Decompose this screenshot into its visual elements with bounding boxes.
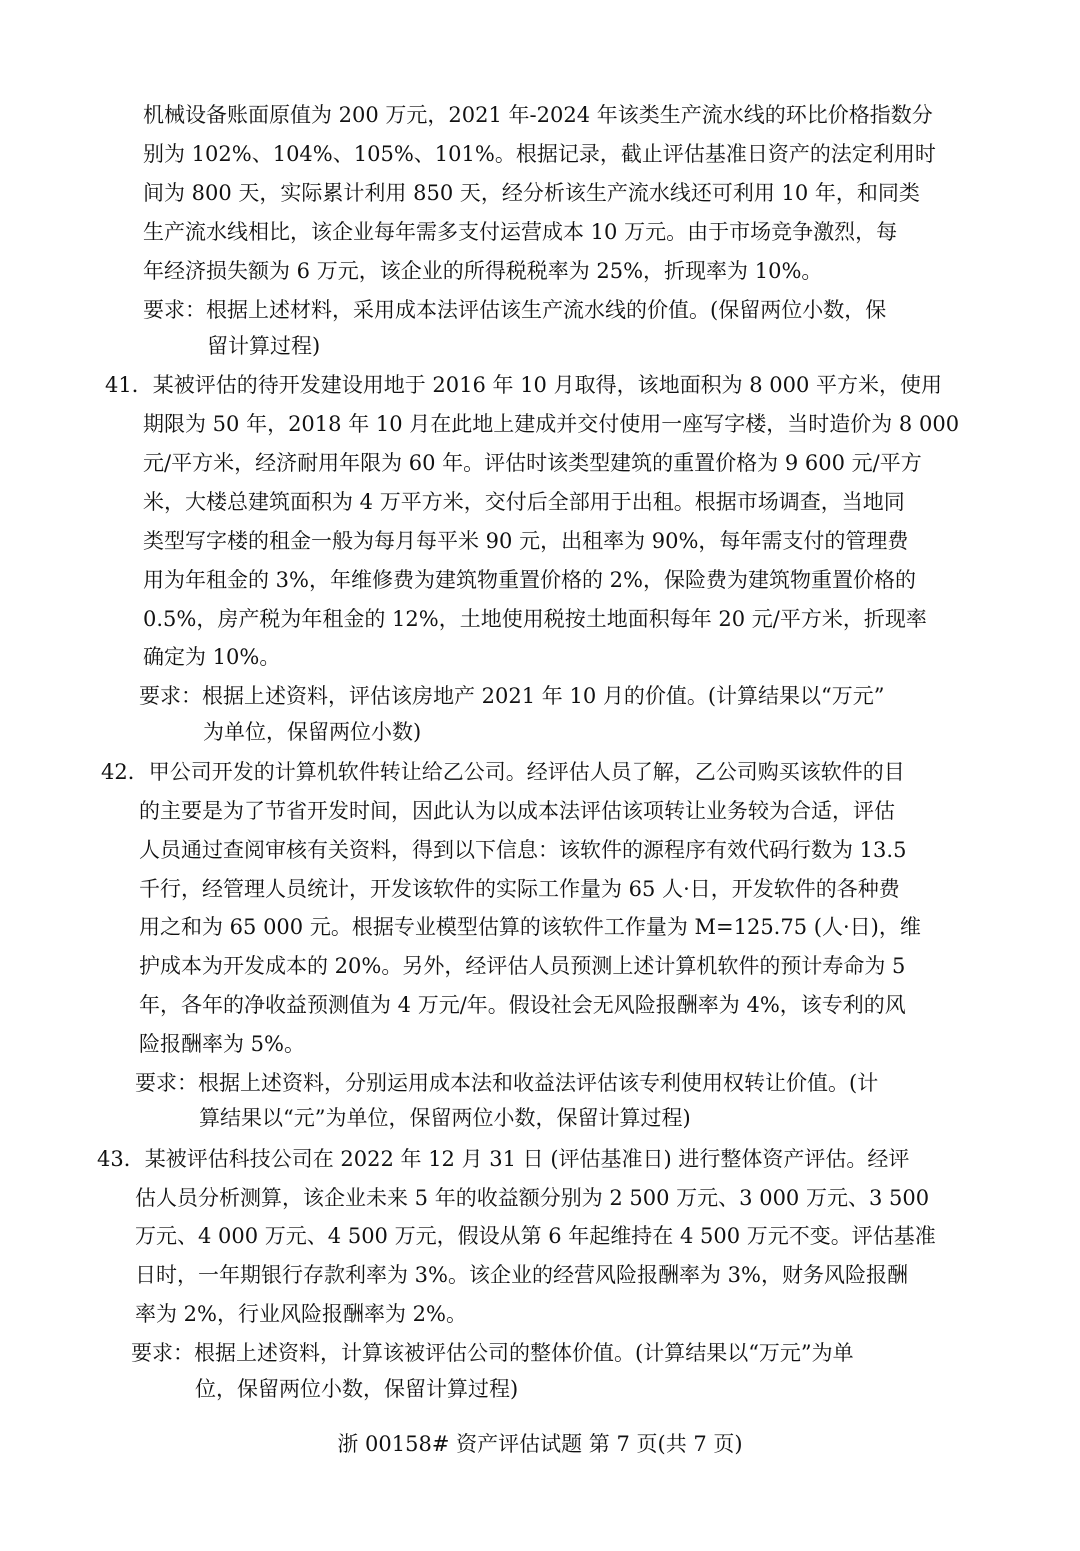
q41-requirement-2: 为单位，保留两位小数) — [203, 720, 422, 744]
q42-line-6: 护成本为开发成本的 20%。另外，经评估人员预测上述计算机软件的预计寿命为 5 — [139, 954, 906, 978]
q43-line-5: 率为 2%，行业风险报酬率为 2%。 — [135, 1302, 467, 1326]
q40-requirement-1: 要求：根据上述材料，采用成本法评估该生产流水线的价值。(保留两位小数，保 — [143, 298, 887, 322]
q43-requirement-1: 要求：根据上述资料，计算该被评估公司的整体价值。(计算结果以“万元”为单 — [131, 1341, 854, 1365]
q43-line-1: 43．某被评估科技公司在 2022 年 12 月 31 日 (评估基准日) 进行整体资产评估。经评 — [97, 1147, 910, 1171]
q43-line-4: 日时，一年期银行存款利率为 3%。该企业的经营风险报酬率为 3%，财务风险报酬 — [135, 1263, 908, 1287]
q43-line-2: 估人员分析测算，该企业未来 5 年的收益额分别为 2 500 万元、3 000 万元、3 500 — [135, 1186, 930, 1210]
q40-line-3: 间为 800 天，实际累计利用 850 天，经分析该生产流水线还可利用 10 年，和同类 — [143, 181, 920, 205]
q41-line-3: 元/平方米，经济耐用年限为 60 年。评估时该类型建筑的重置价格为 9 600 元/平方 — [143, 451, 922, 475]
q40-line-5: 年经济损失额为 6 万元，该企业的所得税税率为 25%，折现率为 10%。 — [143, 259, 823, 283]
q43-line-3: 万元、4 000 万元、4 500 万元，假设从第 6 年起维持在 4 500 万元不变。评估基准 — [135, 1224, 936, 1248]
q42-requirement-2: 算结果以“元”为单位，保留两位小数，保留计算过程) — [199, 1106, 691, 1130]
q41-line-6: 用为年租金的 3%，年维修费为建筑物重置价格的 2%，保险费为建筑物重置价格的 — [143, 568, 916, 592]
q41-line-5: 类型写字楼的租金一般为每月每平米 90 元，出租率为 90%，每年需支付的管理费 — [143, 529, 909, 553]
q42-line-2: 的主要是为了节省开发时间，因此认为以成本法评估该项转让业务较为合适，评估 — [139, 799, 895, 823]
q41-requirement-1: 要求：根据上述资料，评估该房地产 2021 年 10 月的价值。(计算结果以“万元” — [139, 684, 885, 708]
page-footer: 浙 00158# 资产评估试题 第 7 页(共 7 页) — [337, 1432, 743, 1456]
q42-line-4: 千行，经管理人员统计，开发该软件的实际工作量为 65 人·日，开发软件的各种费 — [139, 877, 900, 901]
q42-requirement-1: 要求：根据上述资料，分别运用成本法和收益法评估该专利使用权转让价值。(计 — [135, 1071, 879, 1095]
q40-line-2: 别为 102%、104%、105%、101%。根据记录，截止评估基准日资产的法定利用时 — [143, 142, 936, 166]
q41-line-8: 确定为 10%。 — [143, 645, 281, 669]
q42-line-3: 人员通过查阅审核有关资料，得到以下信息：该软件的源程序有效代码行数为 13.5 — [139, 838, 907, 862]
q42-line-1: 42．甲公司开发的计算机软件转让给乙公司。经评估人员了解，乙公司购买该软件的目 — [101, 760, 905, 784]
q41-line-7: 0.5%，房产税为年租金的 12%，土地使用税按土地面积每年 20 元/平方米，折现率 — [143, 607, 927, 631]
q40-requirement-2: 留计算过程) — [207, 334, 321, 358]
q42-line-5: 用之和为 65 000 元。根据专业模型估算的该软件工作量为 M=125.75 (人·日)，维 — [139, 915, 921, 939]
q43-requirement-2: 位，保留两位小数，保留计算过程) — [195, 1377, 519, 1401]
q40-line-1: 机械设备账面原值为 200 万元，2021 年-2024 年该类生产流水线的环比价格指数分 — [143, 103, 933, 127]
q42-line-8: 险报酬率为 5%。 — [139, 1032, 305, 1056]
q42-line-7: 年，各年的净收益预测值为 4 万元/年。假设社会无风险报酬率为 4%，该专利的风 — [139, 993, 906, 1017]
q41-line-1: 41．某被评估的待开发建设用地于 2016 年 10 月取得，该地面积为 8 000 平方米，使用 — [105, 373, 943, 397]
q41-line-2: 期限为 50 年，2018 年 10 月在此地上建成并交付使用一座写字楼，当时造价为 8 000 — [143, 412, 960, 436]
q40-line-4: 生产流水线相比，该企业每年需多支付运营成本 10 万元。由于市场竞争激烈，每 — [143, 220, 898, 244]
q41-line-4: 米，大楼总建筑面积为 4 万平方米，交付后全部用于出租。根据市场调查，当地同 — [143, 490, 905, 514]
